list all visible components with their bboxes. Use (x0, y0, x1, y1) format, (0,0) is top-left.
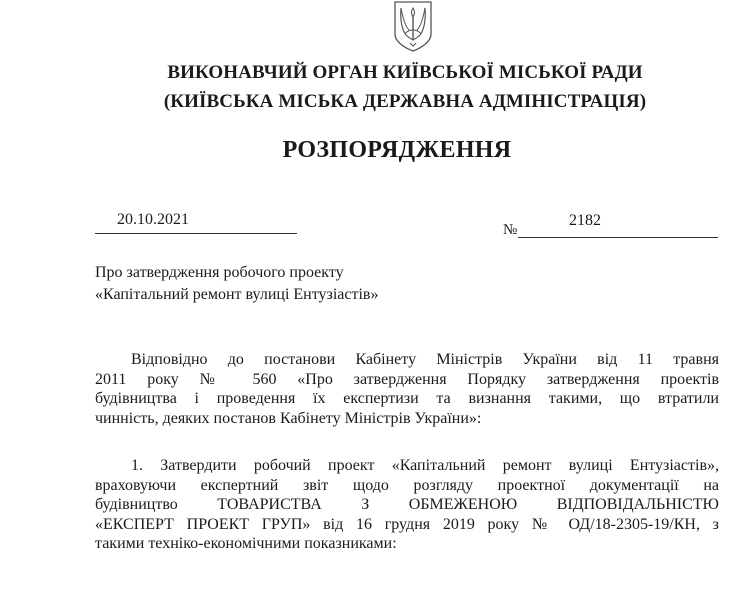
paragraph-line: будівництва і проведення їх експертизи та визнання такими, що втратили (95, 390, 719, 407)
document-date: 20.10.2021 (117, 211, 189, 228)
paragraph-item-1 (95, 456, 719, 554)
subject-line: «Капітальний ремонт вулиці Ентузіастів» (95, 286, 379, 303)
document-subject (95, 262, 378, 306)
paragraph-line: чинність, деяких постанов Кабінету Міністрів України»: (95, 409, 482, 427)
document-number: 2182 (569, 212, 601, 229)
paragraph-line: 1. Затвердити робочий проект «Капітальний ремонт вулиці Ентузіастів», (131, 457, 719, 474)
issuer-subname: (КИЇВСЬКА МІСЬКА ДЕРЖАВНА АДМІНІСТРАЦІЯ) (163, 91, 647, 112)
paragraph-line: Відповідно до постанови Кабінету Міністрів України від 11 травня (131, 351, 719, 368)
number-field (518, 212, 718, 238)
paragraph-line: 2011 року № 560 «Про затвердження Порядку затвердження проектів (95, 370, 719, 388)
subject-line: Про затвердження робочого проекту (95, 264, 344, 281)
paragraph-line: такими техніко-економічними показниками: (95, 535, 397, 552)
document-title: РОЗПОРЯДЖЕННЯ (282, 137, 512, 163)
date-field (95, 213, 297, 234)
paragraph-line: «ЕКСПЕРТ ПРОЕКТ ГРУП» від 16 грудня 2019 року № ОД/18-2305-19/КН, з (95, 515, 719, 533)
paragraph-line: будівництво ТОВАРИСТВА З ОБМЕЖЕНОЮ ВІДПОВІДАЛЬНІСТЮ (95, 496, 719, 513)
trident-coat-of-arms-icon (391, 0, 435, 52)
paragraph-line: враховуючи експертний звіт щодо розгляду проектної документації на (95, 476, 719, 494)
number-sign: № (503, 222, 518, 238)
issuer-name: ВИКОНАВЧИЙ ОРГАН КИЇВСЬКОЇ МІСЬКОЇ РАДИ (167, 62, 643, 83)
paragraph-preamble (95, 350, 719, 428)
